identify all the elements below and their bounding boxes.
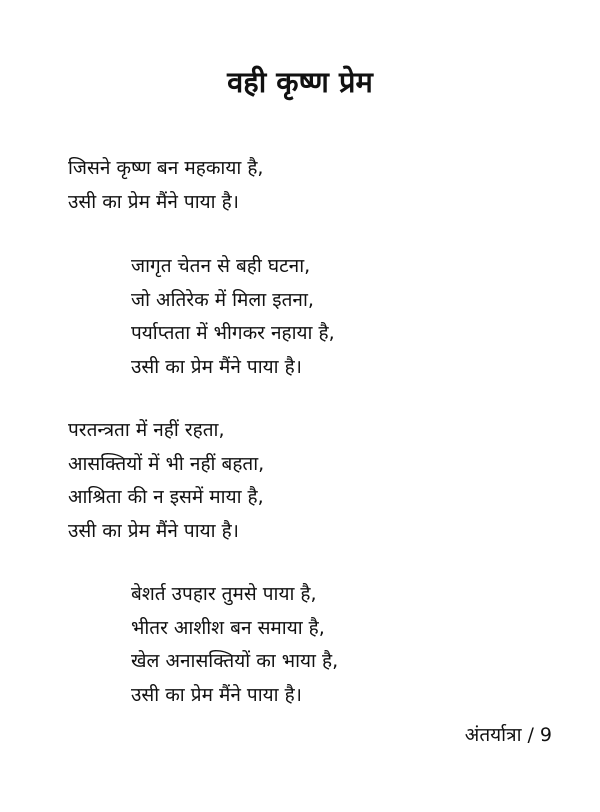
- page-number: 9: [539, 724, 552, 746]
- poem-line: जागृत चेतन से बही घटना,: [131, 255, 311, 277]
- stanza-2: [131, 250, 335, 384]
- poem-line: बेशर्त उपहार तुमसे पाया है,: [131, 583, 317, 605]
- poem-line: परतन्त्रता में नहीं रहता,: [68, 419, 225, 441]
- poem-line: उसी का प्रेम मैंने पाया है।: [131, 355, 302, 378]
- poem-line: पर्याप्तता में भीगकर नहाया है,: [131, 322, 335, 344]
- poem-line: भीतर आशीश बन समाया है,: [131, 616, 325, 639]
- poem-line: उसी का प्रेम मैंने पाया है।: [68, 519, 239, 542]
- page-footer: [465, 720, 552, 750]
- stanza-3: [68, 414, 264, 548]
- poem-line: जो अतिरेक में मिला इतना,: [131, 288, 314, 311]
- poem-line: जिसने कृष्ण बन महकाया है,: [68, 157, 264, 179]
- poem-line: उसी का प्रेम मैंने पाया है।: [131, 683, 302, 706]
- stanza-4: [131, 578, 338, 712]
- poem-line: आसक्तियों में भी नहीं बहता,: [68, 452, 265, 475]
- poem-title: वही कृष्ण प्रेम: [227, 65, 373, 99]
- poem-line: खेल अनासक्तियों का भाया है,: [131, 650, 339, 672]
- book-title: अंतर्यात्रा: [464, 724, 522, 746]
- poem-line: उसी का प्रेम मैंने पाया है।: [68, 190, 239, 213]
- footer-separator: /: [527, 724, 534, 746]
- stanza-1: [68, 152, 263, 219]
- poem-line: आश्रिता की न इसमें माया है,: [68, 486, 264, 508]
